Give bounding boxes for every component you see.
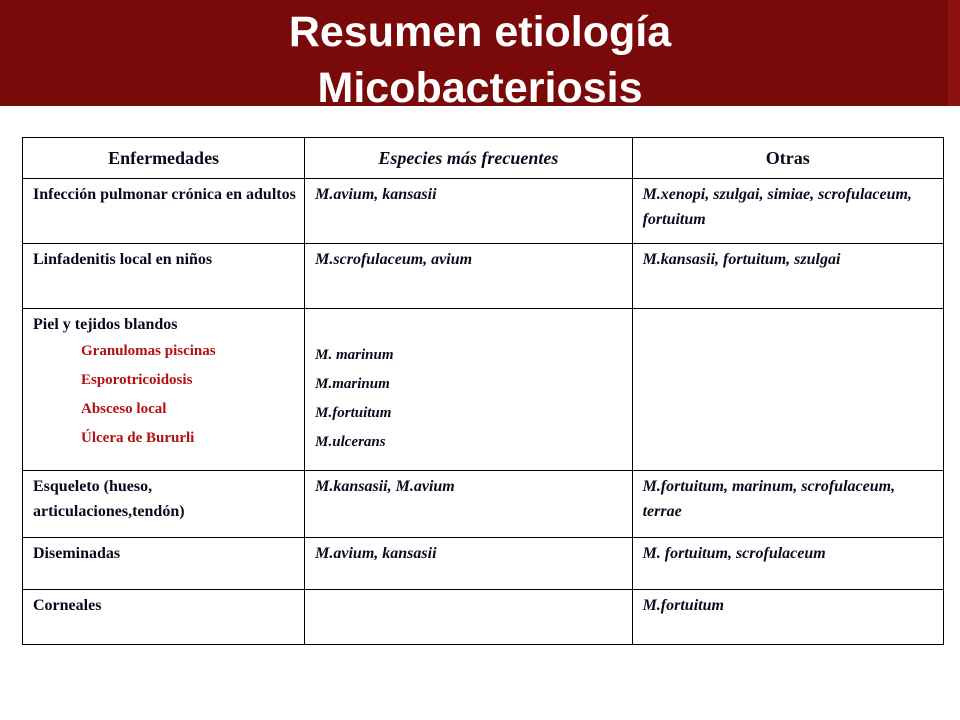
disease-cell: Diseminadas — [23, 538, 305, 590]
header-enfermedades: Enfermedades — [23, 138, 305, 179]
frequent-species-cell — [305, 590, 632, 645]
table-row — [23, 538, 944, 590]
other-species-cell: M. fortuitum, scrofulaceum — [632, 538, 943, 590]
frequent-species-cell: M.scrofulaceum, avium — [305, 244, 632, 309]
frequent-species-cell: M.avium, kansasii — [305, 538, 632, 590]
disease-cell: Linfadenitis local en niños — [23, 244, 305, 309]
table-row — [23, 309, 944, 471]
title-line-1: Resumen etiología — [288, 8, 672, 56]
other-species-cell — [632, 309, 943, 471]
subitem-disease: Absceso local — [81, 401, 167, 417]
other-species-cell: M.fortuitum, marinum, scrofulaceum, terrae — [632, 471, 943, 538]
disease-cell — [23, 309, 305, 471]
other-species-cell: M.fortuitum — [632, 590, 943, 645]
subitem-species: M. marinum — [315, 347, 394, 363]
header-especies: Especies más frecuentes — [305, 138, 632, 179]
header-otras: Otras — [632, 138, 943, 179]
frequent-species-cell: M.kansasii, M.avium — [305, 471, 632, 538]
disease-cell: Infección pulmonar crónica en adultos — [23, 179, 305, 244]
subitem-species: M.marinum — [315, 376, 390, 392]
table-row — [23, 590, 944, 645]
title-bar — [0, 0, 960, 106]
other-species-cell: M.kansasii, fortuitum, szulgai — [632, 244, 943, 309]
spacer — [315, 312, 623, 341]
slide-title — [0, 4, 960, 106]
table-row — [23, 471, 944, 538]
table-header-row — [23, 138, 944, 179]
subitem-species: M.fortuitum — [315, 405, 392, 421]
disease-cell: Esqueleto (hueso, articulaciones,tendón) — [23, 471, 305, 538]
other-species-cell: M.xenopi, szulgai, simiae, scrofulaceum, fortuitum — [632, 179, 943, 244]
title-line-2: Micobacteriosis — [317, 64, 643, 106]
subitem-species: M.ulcerans — [315, 434, 386, 450]
disease-group-label: Piel y tejidos blandos — [33, 316, 178, 333]
subitem-disease: Úlcera de Bururli — [81, 430, 195, 446]
table-row — [23, 244, 944, 309]
subitem-disease: Esporotricoidosis — [81, 372, 193, 388]
disease-cell: Corneales — [23, 590, 305, 645]
table-row — [23, 179, 944, 244]
subitem-disease: Granulomas piscinas — [81, 343, 216, 359]
frequent-species-cell — [305, 309, 632, 471]
frequent-species-cell: M.avium, kansasii — [305, 179, 632, 244]
etiology-table — [22, 137, 944, 645]
